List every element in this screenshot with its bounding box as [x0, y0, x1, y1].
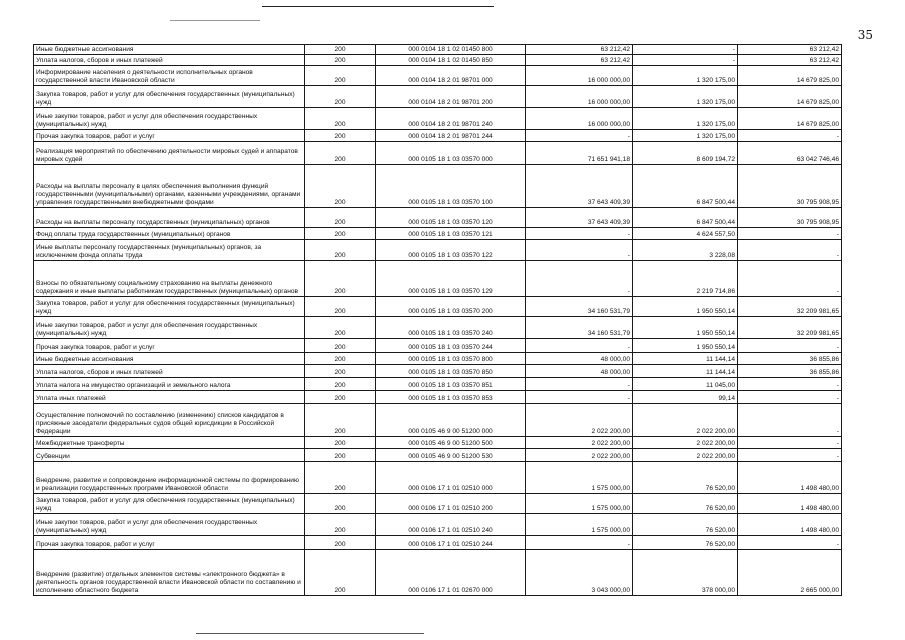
line-code: 200: [305, 66, 376, 86]
line-code: 200: [305, 45, 376, 55]
table-row: [34, 449, 842, 462]
table-row: [34, 108, 842, 130]
remaining-amount: 63 212,42: [738, 55, 842, 66]
row-name: Закупка товаров, работ и услуг для обеспечения государственных (муниципальных) нужд: [34, 86, 305, 108]
table-row: [34, 494, 842, 514]
table-row: [34, 365, 842, 378]
row-name: Информирование населения о деятельности исполнительных органов государственной власти Ивановской области: [34, 66, 305, 86]
remaining-amount: 30 795 908,95: [738, 165, 842, 208]
table-row: [34, 404, 842, 437]
budget-code: 000 0105 46 9 00 51200 000: [376, 404, 526, 437]
remaining-amount: -: [738, 404, 842, 437]
table-row: [34, 378, 842, 391]
row-name: Фонд оплаты труда государственных (муниципальных) органов: [34, 228, 305, 240]
executed-amount: 1 950 550,14: [633, 297, 738, 317]
approved-amount: -: [526, 536, 633, 550]
line-code: 200: [305, 130, 376, 142]
remaining-amount: -: [738, 240, 842, 261]
remaining-amount: 1 498 480,00: [738, 462, 842, 494]
budget-code: 000 0105 18 1 03 03570 121: [376, 228, 526, 240]
approved-amount: -: [526, 130, 633, 142]
row-name: Внедрение, развитие и сопровождение информационной системы по формированию и реализации государственных программ Ивановской области: [34, 462, 305, 494]
approved-amount: 63 212,42: [526, 55, 633, 66]
approved-amount: 48 000,00: [526, 365, 633, 378]
remaining-amount: 36 855,86: [738, 353, 842, 365]
budget-code: 000 0106 17 1 01 02510 240: [376, 514, 526, 536]
approved-amount: 16 000 000,00: [526, 66, 633, 86]
budget-execution-table: [33, 44, 842, 596]
executed-amount: 8 609 194,72: [633, 142, 738, 165]
budget-code: 000 0105 18 1 03 03570 200: [376, 297, 526, 317]
table-row: [34, 86, 842, 108]
budget-code: 000 0106 17 1 01 02510 000: [376, 462, 526, 494]
line-code: 200: [305, 317, 376, 339]
page-number: 35: [857, 28, 873, 42]
executed-amount: 76 520,00: [633, 462, 738, 494]
budget-code: 000 0105 18 1 03 03570 100: [376, 165, 526, 208]
approved-amount: 1 575 000,00: [526, 462, 633, 494]
table-row: [34, 462, 842, 494]
table-row: [34, 437, 842, 449]
row-name: Иные закупки товаров, работ и услуг для обеспечения государственных (муниципальных) нужд: [34, 108, 305, 130]
remaining-amount: 1 498 480,00: [738, 514, 842, 536]
executed-amount: 1 320 175,00: [633, 130, 738, 142]
remaining-amount: 14 679 825,00: [738, 86, 842, 108]
row-name: Расходы на выплаты персоналу в целях обеспечения выполнения функций государственными (муниципальными) органами, казенными учреждениями, органами управления государственными внебюджетными фондами: [34, 165, 305, 208]
budget-code: 000 0105 18 1 03 03570 800: [376, 353, 526, 365]
row-name: Осуществление полномочий по составлению (изменению) списков кандидатов в присяжные заседатели федеральных судов общей юрисдикции в Российской Федерации: [34, 404, 305, 437]
budget-code: 000 0104 18 2 01 98701 000: [376, 66, 526, 86]
row-name: Иные выплаты персоналу государственных (муниципальных) органов, за исключением фонда оплаты труда: [34, 240, 305, 261]
line-code: 200: [305, 462, 376, 494]
executed-amount: 3 228,08: [633, 240, 738, 261]
table-row: [34, 55, 842, 66]
remaining-amount: 14 679 825,00: [738, 108, 842, 130]
line-code: 200: [305, 391, 376, 404]
executed-amount: 11 144,14: [633, 353, 738, 365]
budget-code: 000 0104 18 1 02 01450 800: [376, 45, 526, 55]
table-row: [34, 45, 842, 55]
row-name: Расходы на выплаты персоналу государственных (муниципальных) органов: [34, 208, 305, 228]
row-name: Закупка товаров, работ и услуг для обеспечения государственных (муниципальных) нужд: [34, 494, 305, 514]
line-code: 200: [305, 240, 376, 261]
remaining-amount: -: [738, 437, 842, 449]
row-name: Прочая закупка товаров, работ и услуг: [34, 536, 305, 550]
executed-amount: 1 320 175,00: [633, 86, 738, 108]
row-name: Иные закупки товаров, работ и услуг для обеспечения государственных (муниципальных) нужд: [34, 317, 305, 339]
line-code: 200: [305, 449, 376, 462]
budget-code: 000 0105 46 9 00 51200 500: [376, 437, 526, 449]
executed-amount: 6 847 500,44: [633, 208, 738, 228]
executed-amount: 2 022 200,00: [633, 449, 738, 462]
executed-amount: 1 950 550,14: [633, 339, 738, 353]
executed-amount: 1 950 550,14: [633, 317, 738, 339]
approved-amount: 63 212,42: [526, 45, 633, 55]
approved-amount: 34 160 531,79: [526, 317, 633, 339]
row-name: Иные бюджетные ассигнования: [34, 353, 305, 365]
line-code: 200: [305, 514, 376, 536]
remaining-amount: 63 042 746,46: [738, 142, 842, 165]
budget-code: 000 0106 17 1 01 02670 000: [376, 550, 526, 596]
row-name: Уплата налогов, сборов и иных платежей: [34, 365, 305, 378]
remaining-amount: 14 679 825,00: [738, 66, 842, 86]
line-code: 200: [305, 297, 376, 317]
approved-amount: 34 160 531,79: [526, 297, 633, 317]
table-row: [34, 514, 842, 536]
executed-amount: -: [633, 55, 738, 66]
approved-amount: -: [526, 391, 633, 404]
scan-footer-line: [196, 633, 424, 634]
approved-amount: -: [526, 228, 633, 240]
line-code: 200: [305, 228, 376, 240]
budget-code: 000 0106 17 1 01 02510 200: [376, 494, 526, 514]
executed-amount: 11 144,14: [633, 365, 738, 378]
remaining-amount: -: [738, 536, 842, 550]
approved-amount: 16 000 000,00: [526, 108, 633, 130]
line-code: 200: [305, 353, 376, 365]
row-name: Уплата налогов, сборов и иных платежей: [34, 55, 305, 66]
remaining-amount: 36 855,86: [738, 365, 842, 378]
row-name: Уплата иных платежей: [34, 391, 305, 404]
row-name: Закупка товаров, работ и услуг для обеспечения государственных (муниципальных) нужд: [34, 297, 305, 317]
scan-header-line-faint: [170, 20, 260, 21]
line-code: 200: [305, 437, 376, 449]
executed-amount: 4 624 557,50: [633, 228, 738, 240]
budget-code: 000 0106 17 1 01 02510 244: [376, 536, 526, 550]
table-row: [34, 550, 842, 596]
line-code: 200: [305, 404, 376, 437]
budget-code: 000 0104 18 2 01 98701 244: [376, 130, 526, 142]
approved-amount: 3 043 000,00: [526, 550, 633, 596]
remaining-amount: -: [738, 391, 842, 404]
executed-amount: 6 847 500,44: [633, 165, 738, 208]
budget-code: 000 0105 18 1 03 03570 122: [376, 240, 526, 261]
approved-amount: 2 022 200,00: [526, 449, 633, 462]
remaining-amount: 32 209 981,65: [738, 297, 842, 317]
line-code: 200: [305, 165, 376, 208]
approved-amount: 48 000,00: [526, 353, 633, 365]
table-row: [34, 66, 842, 86]
remaining-amount: 2 665 000,00: [738, 550, 842, 596]
line-code: 200: [305, 339, 376, 353]
line-code: 200: [305, 108, 376, 130]
approved-amount: 1 575 000,00: [526, 514, 633, 536]
table-row: [34, 165, 842, 208]
budget-code: 000 0105 18 1 03 03570 000: [376, 142, 526, 165]
table-row: [34, 317, 842, 339]
approved-amount: 37 643 409,39: [526, 165, 633, 208]
table-row: [34, 339, 842, 353]
remaining-amount: 30 795 908,95: [738, 208, 842, 228]
executed-amount: 76 520,00: [633, 494, 738, 514]
approved-amount: -: [526, 261, 633, 297]
row-name: Иные бюджетные ассигнования: [34, 45, 305, 55]
budget-code: 000 0105 18 1 03 03570 853: [376, 391, 526, 404]
approved-amount: -: [526, 240, 633, 261]
executed-amount: 1 320 175,00: [633, 108, 738, 130]
row-name: Внедрение (развитие) отдельных элементов системы «электронного бюджета» в деятельность органов государственной власти Ивановской области по составлению и исполнению областного бюджета: [34, 550, 305, 596]
line-code: 200: [305, 261, 376, 297]
row-name: Межбюджетные трансферты: [34, 437, 305, 449]
executed-amount: 11 045,00: [633, 378, 738, 391]
budget-code: 000 0104 18 2 01 98701 200: [376, 86, 526, 108]
approved-amount: -: [526, 339, 633, 353]
remaining-amount: 32 209 981,65: [738, 317, 842, 339]
row-name: Прочая закупка товаров, работ и услуг: [34, 339, 305, 353]
table-row: [34, 208, 842, 228]
remaining-amount: 1 498 480,00: [738, 494, 842, 514]
executed-amount: 2 022 200,00: [633, 437, 738, 449]
scan-header-line: [262, 6, 494, 7]
budget-code: 000 0105 46 9 00 51200 530: [376, 449, 526, 462]
remaining-amount: -: [738, 339, 842, 353]
row-name: Взносы по обязательному социальному страхованию на выплаты денежного содержания и иные выплаты работникам государственных (муниципальных) органов: [34, 261, 305, 297]
row-name: Прочая закупка товаров, работ и услуг: [34, 130, 305, 142]
row-name: Иные закупки товаров, работ и услуг для обеспечения государственных (муниципальных) нужд: [34, 514, 305, 536]
remaining-amount: -: [738, 449, 842, 462]
line-code: 200: [305, 536, 376, 550]
table-row: [34, 228, 842, 240]
executed-amount: 76 520,00: [633, 536, 738, 550]
budget-code: 000 0105 18 1 03 03570 244: [376, 339, 526, 353]
line-code: 200: [305, 365, 376, 378]
line-code: 200: [305, 378, 376, 391]
approved-amount: 2 022 200,00: [526, 437, 633, 449]
approved-amount: 71 651 941,18: [526, 142, 633, 165]
approved-amount: 1 575 000,00: [526, 494, 633, 514]
remaining-amount: -: [738, 228, 842, 240]
table-row: [34, 261, 842, 297]
budget-code: 000 0105 18 1 03 03570 850: [376, 365, 526, 378]
executed-amount: 1 320 175,00: [633, 66, 738, 86]
budget-code: 000 0105 18 1 03 03570 851: [376, 378, 526, 391]
table-row: [34, 142, 842, 165]
remaining-amount: 63 212,42: [738, 45, 842, 55]
executed-amount: 76 520,00: [633, 514, 738, 536]
remaining-amount: -: [738, 130, 842, 142]
table-row: [34, 240, 842, 261]
executed-amount: 2 219 714,86: [633, 261, 738, 297]
table-row: [34, 391, 842, 404]
line-code: 200: [305, 55, 376, 66]
budget-code: 000 0105 18 1 03 03570 240: [376, 317, 526, 339]
executed-amount: 378 000,00: [633, 550, 738, 596]
row-name: Субвенции: [34, 449, 305, 462]
budget-code: 000 0104 18 1 02 01450 850: [376, 55, 526, 66]
approved-amount: 37 643 409,39: [526, 208, 633, 228]
table-row: [34, 130, 842, 142]
approved-amount: 2 022 200,00: [526, 404, 633, 437]
executed-amount: 2 022 200,00: [633, 404, 738, 437]
row-name: Реализация мероприятий по обеспечению деятельности мировых судей и аппаратов мировых судей: [34, 142, 305, 165]
row-name: Уплата налога на имущество организаций и земельного налога: [34, 378, 305, 391]
approved-amount: -: [526, 378, 633, 391]
executed-amount: -: [633, 45, 738, 55]
budget-code: 000 0105 18 1 03 03570 120: [376, 208, 526, 228]
line-code: 200: [305, 208, 376, 228]
line-code: 200: [305, 86, 376, 108]
line-code: 200: [305, 142, 376, 165]
line-code: 200: [305, 550, 376, 596]
remaining-amount: -: [738, 261, 842, 297]
executed-amount: 99,14: [633, 391, 738, 404]
table-row: [34, 353, 842, 365]
table-row: [34, 297, 842, 317]
table-row: [34, 536, 842, 550]
budget-code: 000 0105 18 1 03 03570 129: [376, 261, 526, 297]
remaining-amount: -: [738, 378, 842, 391]
approved-amount: 16 000 000,00: [526, 86, 633, 108]
line-code: 200: [305, 494, 376, 514]
budget-code: 000 0104 18 2 01 98701 240: [376, 108, 526, 130]
